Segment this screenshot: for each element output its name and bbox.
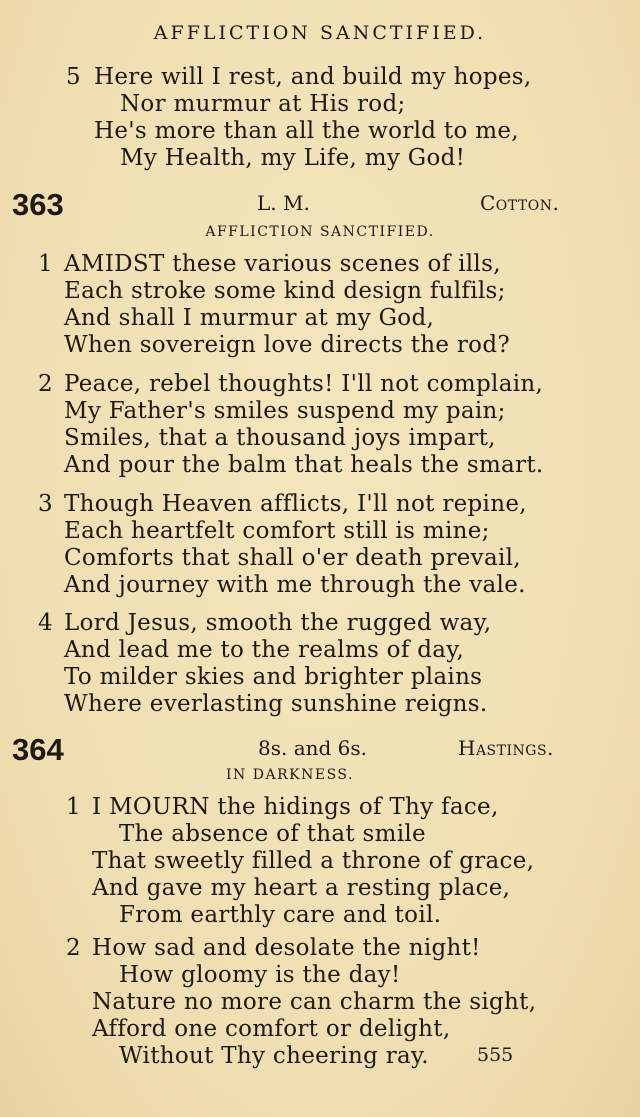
hymn-meter: 8s. and 6s. [258,736,368,760]
page-number: 555 [477,1044,514,1066]
verse-line: To milder skies and brighter plains [64,664,483,690]
verse-line: Here will I rest, and build my hopes, [94,64,532,90]
verse-number: 4 [38,610,53,636]
verse-line: Nature no more can charm the sight, [92,989,537,1015]
verse-number: 2 [38,371,53,397]
verse-line: And lead me to the realms of day, [64,637,465,663]
hymn-subject: AFFLICTION SANCTIFIED. [205,224,435,240]
verse-number: 3 [38,491,53,517]
verse-line: My Father's smiles suspend my pain; [64,398,506,424]
hymn-meter: L. M. [257,191,310,215]
verse-line: When sovereign love directs the rod? [64,332,510,358]
verse-line: Each stroke some kind design fulfils; [64,278,506,304]
verse-number: 1 [66,794,81,820]
hymn-tune: Hastings. [458,736,554,760]
verse-number: 1 [38,251,53,277]
verse-line: Where everlasting sunshine reigns. [64,691,488,717]
verse-line: Peace, rebel thoughts! I'll not complain, [64,371,544,397]
verse-line: Lord Jesus, smooth the rugged way, [64,610,492,636]
verse-line: How sad and desolate the night! [92,935,481,961]
hymn-tune: Cotton. [480,191,560,215]
verse-line: Smiles, that a thousand joys impart, [64,425,496,451]
verse-line: Afford one comfort or delight, [92,1016,451,1042]
verse-line: Comforts that shall o'er death prevail, [64,545,521,571]
verse-line: And journey with me through the vale. [64,572,526,598]
verse-line: And pour the balm that heals the smart. [64,452,544,478]
verse-line: I MOURN the hidings of Thy face, [92,794,499,820]
verse-line: How gloomy is the day! [119,962,401,988]
verse-line: The absence of that smile [119,821,426,847]
verse-line: Though Heaven afflicts, I'll not repine, [64,491,527,517]
verse-line: And shall I murmur at my God, [64,305,435,331]
verse-line: And gave my heart a resting place, [92,875,511,901]
verse-line: Nor murmur at His rod; [120,91,406,117]
prev-verse-number: 5 [66,64,81,90]
verse-line: Without Thy cheering ray. [119,1043,429,1069]
running-head: AFFLICTION SANCTIFIED. [153,22,487,44]
verse-line: From earthly care and toil. [119,902,442,928]
verse-line: AMIDST these various scenes of ills, [64,251,501,277]
verse-line: He's more than all the world to me, [94,118,519,144]
hymn-subject: IN DARKNESS. [226,767,354,783]
verse-line: That sweetly filled a throne of grace, [92,848,535,874]
verse-number: 2 [66,935,81,961]
verse-line: My Health, my Life, my God! [120,145,466,171]
hymn-number-363: 363 [12,187,64,222]
hymn-number-364: 364 [12,732,64,767]
verse-line: Each heartfelt comfort still is mine; [64,518,490,544]
